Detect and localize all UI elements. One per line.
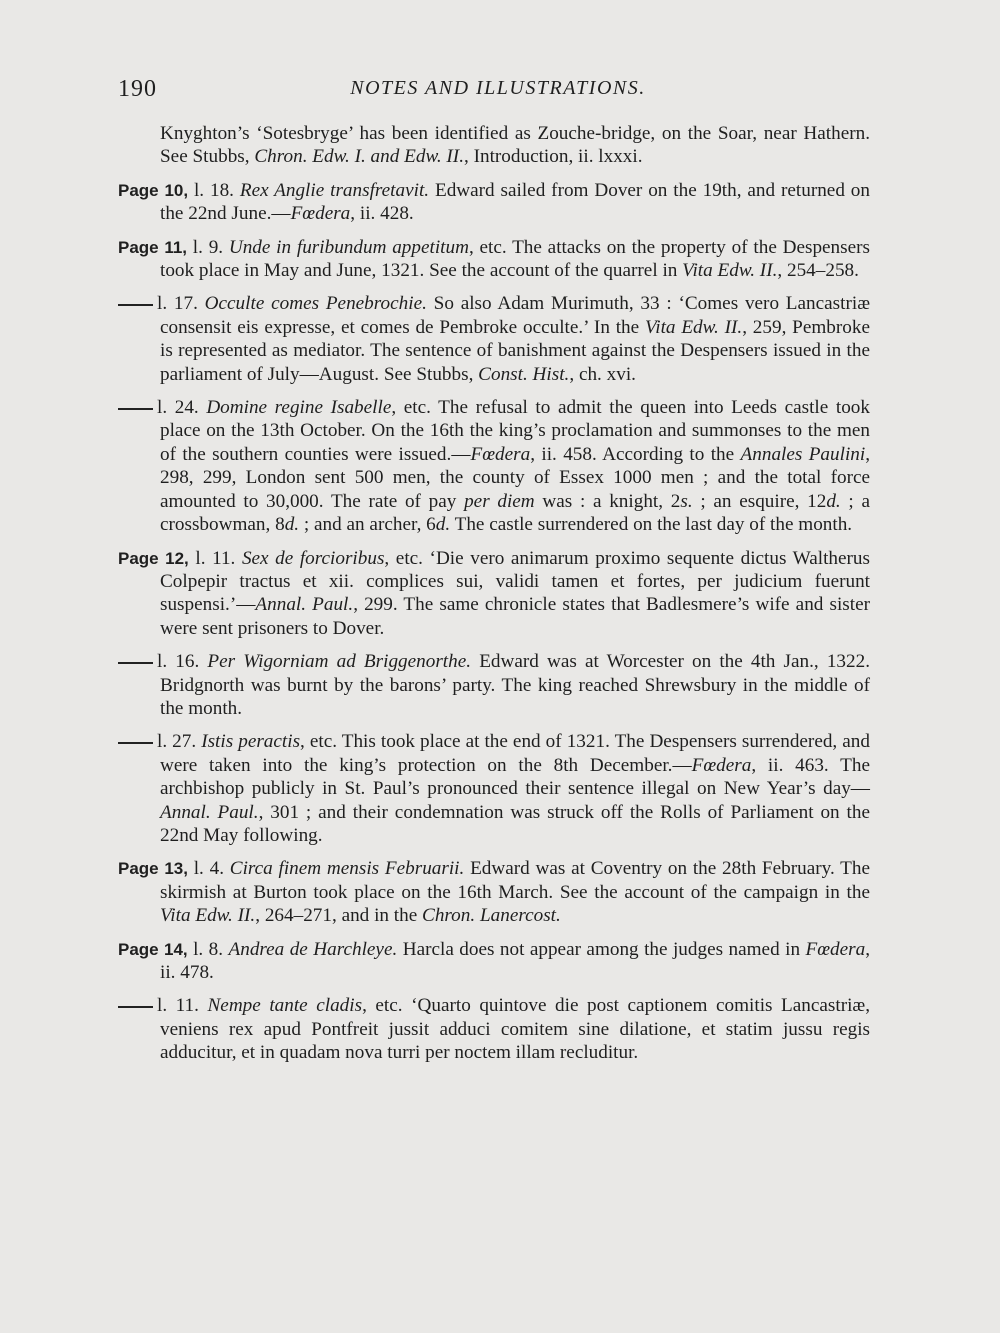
- italic-citation: Istis peractis: [201, 731, 301, 753]
- italic-citation: Vita Edw. II.: [644, 316, 743, 338]
- note-text: , etc. This took place at the end of 1321. The Despensers surrendered, and were taken into the king’s protection on the 8th December.—: [160, 731, 870, 776]
- note-text: , 299. The same chronicle states that Badlesmere’s wife and sister were sent prisoners to Dover.: [160, 594, 870, 639]
- italic-citation: Domine regine Isabelle: [206, 397, 392, 419]
- note-entry: [118, 730, 870, 847]
- note-text: , 254–258.: [777, 260, 859, 282]
- ditto-dash: [118, 742, 153, 744]
- italic-citation: Chron. Edw. I. and Edw. II.: [254, 146, 464, 168]
- italic-citation: Circa finem mensis Februarii.: [229, 858, 465, 880]
- page-reference: Page 10,: [118, 180, 189, 200]
- note-text: Knyghton’s ‘Sotesbryge’ has been identified as Zouche-bridge, on the Soar, near Hathern. See Stubbs,: [160, 123, 870, 168]
- note-text: l. 11.: [188, 547, 242, 569]
- note-text: , ii. 458. According to the: [530, 443, 741, 465]
- note-text: l. 18.: [188, 179, 240, 201]
- italic-citation: Annal. Paul.: [160, 801, 259, 823]
- italic-citation: Sex de forcioribus: [241, 547, 385, 569]
- note-text: l. 4.: [187, 858, 230, 880]
- note-text: ; and an archer, 6: [299, 514, 436, 536]
- note-text: , etc. ‘Die vero animarum proximo sequente dictus Waltherus Colpepir tractus et xii. complices sui, validi tamen et fortes, per judicium fuerunt suspensi.’—: [160, 547, 870, 616]
- note-entry: [118, 938, 870, 985]
- italic-citation: Chron. Lanercost.: [422, 905, 561, 927]
- italic-citation: d.: [284, 514, 300, 536]
- note-text: l. 8.: [187, 938, 229, 960]
- italic-citation: Fœdera: [691, 754, 752, 776]
- note-text: ; an esquire, 12: [692, 490, 827, 512]
- note-text: , ii. 428.: [350, 203, 414, 225]
- note-text: Edward was at Coventry on the 28th February. The skirmish at Burton took place on the 16th March. See the account of the campaign in the: [160, 858, 870, 903]
- italic-citation: Annales Paulini: [740, 443, 866, 465]
- note-text: l. 9.: [187, 236, 229, 258]
- note-text: , etc. ‘Quarto quintove die post captionem comitis Lancastriæ, veniens rex apud Pontfreit jussit adduci comitem sine dilatione, et statim jussu regis adducitur, et in quadam nova turri per noctem illam recluditur.: [160, 995, 871, 1064]
- ditto-dash: [118, 304, 153, 306]
- note-text: , etc. The refusal to admit the queen into Leeds castle took place on the 13th October. On the 16th the king’s proclamation and summonses to the men of the southern counties were issued.—: [160, 397, 870, 465]
- note-text: , ii. 463. The archbishop publicly in St. Paul’s pronounced their sentence illegal on New Year’s day—: [160, 754, 870, 800]
- note-text: The castle surrendered on the last day of the month.: [450, 514, 853, 536]
- page-reference: Page 14,: [118, 939, 188, 959]
- ditto-dash: [118, 1006, 153, 1008]
- note-entry: [118, 179, 870, 226]
- italic-citation: Const. Hist.: [478, 363, 570, 385]
- note-entry: [118, 994, 870, 1064]
- ditto-dash: [118, 408, 153, 410]
- italic-citation: Per Wigorniam ad Briggenorthe.: [207, 651, 472, 673]
- note-text: l. 11.: [157, 995, 208, 1017]
- note-entry: [118, 857, 870, 927]
- running-head: [118, 76, 878, 106]
- note-text: , 264–271, and in the: [255, 905, 423, 927]
- italic-citation: Andrea de Harchleye.: [228, 938, 398, 960]
- page-reference: Page 13,: [118, 859, 188, 879]
- italic-citation: d.: [826, 490, 841, 512]
- note-entry: [118, 396, 870, 536]
- italic-citation: Vita Edw. II.: [682, 260, 778, 282]
- note-text: was : a knight, 2: [534, 490, 681, 512]
- italic-citation: Fœdera: [290, 203, 351, 225]
- note-entry: [118, 292, 870, 386]
- italic-citation: Fœdera: [470, 443, 531, 465]
- italic-citation: Annal. Paul.: [255, 594, 354, 616]
- note-entry: [118, 236, 870, 283]
- note-text: ; a crossbowman, 8: [160, 490, 870, 536]
- note-text: , Introduction, ii. lxxxi.: [464, 146, 643, 168]
- note-text: , 259, Pembroke is represented as mediator. The sentence of banishment against the Despensers issued in the parliament of July—August. See Stubbs,: [160, 316, 870, 385]
- note-entry: [118, 547, 870, 641]
- note-text: , etc. The attacks on the property of the Despensers took place in May and June, 1321. See the account of the quarrel in: [160, 236, 870, 282]
- italic-citation: per diem: [464, 490, 535, 512]
- page-number: 190: [118, 76, 157, 102]
- note-text: , 298, 299, London sent 500 men, the county of Essex 1000 men ; and the total force amounted to 30,000. The rate of pay: [160, 443, 871, 512]
- note-text: Edward was at Worcester on the 4th Jan., 1322. Bridgnorth was burnt by the barons’ party. The king reached Shrewsbury in the middle of the month.: [160, 651, 871, 719]
- note-text: Edward sailed from Dover on the 19th, and returned on the 22nd June.—: [160, 179, 870, 225]
- page-reference: Page 11,: [118, 237, 188, 257]
- italic-citation: Vita Edw. II.: [160, 905, 256, 927]
- italic-citation: s.: [680, 490, 693, 512]
- running-title: NOTES AND ILLUSTRATIONS.: [350, 77, 646, 99]
- italic-citation: d.: [435, 514, 451, 536]
- italic-citation: Occulte comes Penebrochie.: [204, 293, 427, 315]
- italic-citation: Unde in furibundum appetitum: [228, 236, 469, 258]
- note-text: l. 16.: [157, 651, 208, 673]
- note-text: Harcla does not appear among the judges named in: [397, 938, 806, 960]
- ditto-dash: [118, 662, 153, 664]
- note-text: So also Adam Murimuth, 33 : ‘Comes vero Lancastriæ consensit eis expresse, et comes de Pembroke occulte.’ In the: [160, 293, 870, 338]
- note-entry: [118, 650, 870, 720]
- italic-citation: Rex Anglie transfretavit.: [239, 179, 430, 201]
- note-text: l. 27.: [157, 731, 202, 753]
- note-text: l. 24.: [157, 397, 207, 419]
- note-text: l. 17.: [157, 293, 205, 315]
- note-text: , ch. xvi.: [569, 363, 636, 385]
- page-reference: Page 12,: [118, 548, 189, 568]
- note-text: , 301 ; and their condemnation was struck off the Rolls of Parliament on the 22nd May following.: [160, 801, 870, 846]
- italic-citation: Nempe tante cladis: [207, 995, 363, 1017]
- note-entry: [118, 122, 870, 169]
- italic-citation: Fœdera: [805, 938, 866, 960]
- note-text: , ii. 478.: [160, 938, 870, 983]
- notes-body: [118, 122, 870, 1075]
